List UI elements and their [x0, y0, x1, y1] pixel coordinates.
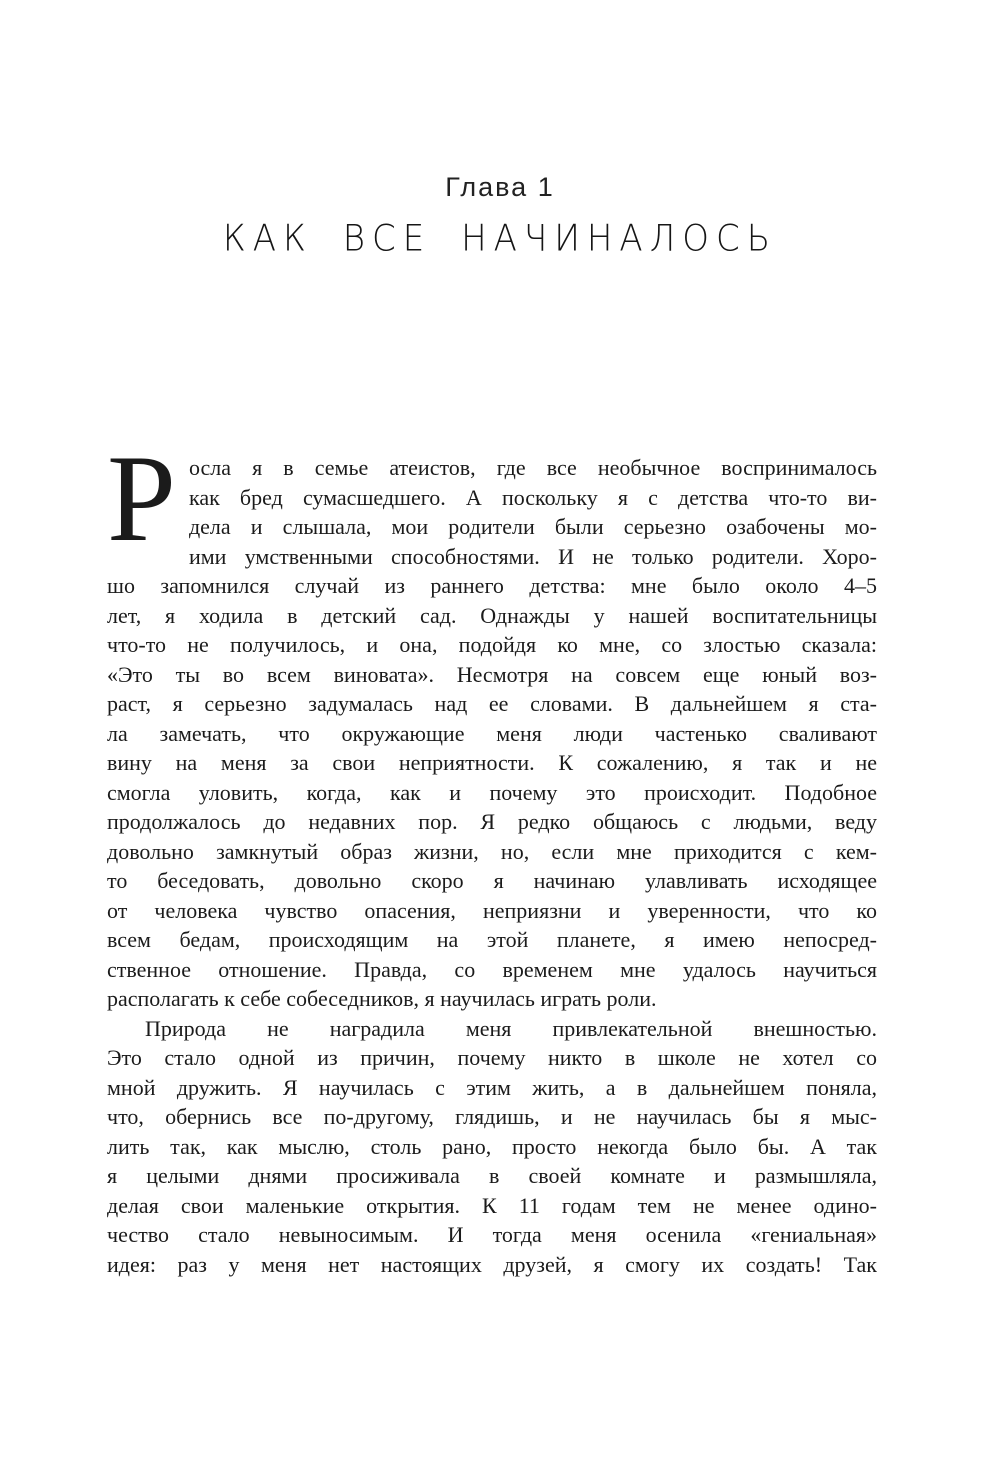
body-text — [107, 430, 877, 1279]
paragraph — [107, 1014, 877, 1280]
text-line: довольно замкнутый образ жизни, но, если мне приходится с кем- — [107, 838, 877, 864]
text-line: «Это ты во всем виновата». Несмотря на совсем еще юный воз- — [107, 661, 877, 687]
text-line: всем бедам, происходящим на этой планете, я имею непосред- — [107, 927, 877, 952]
text-line: раст, я серьезно задумалась над ее словами. В дальнейшем я ста- — [107, 691, 877, 716]
text-line: осла я в семье атеистов, где все необычное воспринималось — [188, 455, 877, 480]
text-line: дела и слышала, мои родители были серьезно озабочены мо- — [188, 514, 877, 539]
text-line: располагать к себе собеседников, я научилась играть роли. — [107, 986, 657, 1011]
text-line: смогла уловить, когда, как и почему это происходит. Подобное — [107, 779, 877, 805]
text-line: чество стало невыносимым. И тогда меня осенила «гениальная» — [107, 1222, 877, 1247]
text-line: продолжалось до недавних пор. Я редко общаюсь с людьми, веду — [107, 809, 877, 834]
text-line: я целыми днями просиживала в своей комнате и размышляла, — [107, 1163, 877, 1188]
text-line: то беседовать, довольно скоро я начинаю улавливать исходящее — [107, 868, 877, 893]
text-line: что-то не получилось, и она, подойдя ко мне, со злостью сказала: — [107, 632, 877, 657]
text-line: мной дружить. Я научилась с этим жить, а в дальнейшем поняла, — [107, 1074, 877, 1100]
drop-cap: Р — [107, 430, 176, 567]
text-line: лить так, как мыслю, столь рано, просто некогда было бы. А так — [107, 1133, 877, 1159]
paragraph — [107, 430, 877, 1014]
text-line: как бред сумасшедшего. А поскольку я с детства что-то ви- — [188, 484, 877, 510]
text-line: что, обернись все по-другому, глядишь, и не научилась бы я мыс- — [107, 1104, 877, 1129]
text-line: от человека чувство опасения, неприязни и уверенности, что ко — [107, 897, 877, 923]
text-line: ими умственными способностями. И не только родители. Хоро- — [188, 543, 877, 569]
text-line: лет, я ходила в детский сад. Однажды у нашей воспитательницы — [107, 602, 877, 628]
text-line: шо запомнился случай из раннего детства: мне было около 4–5 — [107, 573, 877, 598]
text-line: Природа не наградила меня привлекательной внешностью. — [145, 1015, 877, 1041]
text-line: вину на меня за свои неприятности. К сожалению, я так и не — [107, 750, 877, 775]
chapter-label: Глава 1 — [445, 172, 555, 202]
text-line: ла замечать, что окружающие меня люди частенько сваливают — [107, 720, 877, 746]
text-line: Это стало одной из причин, почему никто в школе не хотел со — [107, 1045, 877, 1070]
text-line: делая свои маленькие открытия. К 11 годам тем не менее одино- — [107, 1192, 877, 1218]
text-line: идея: раз у меня нет настоящих друзей, я смогу их создать! Так — [107, 1251, 877, 1277]
chapter-title: КАК ВСЕ НАЧИНАЛОСЬ — [222, 217, 778, 261]
text-line: ственное отношение. Правда, со временем мне удалось научиться — [107, 956, 877, 982]
